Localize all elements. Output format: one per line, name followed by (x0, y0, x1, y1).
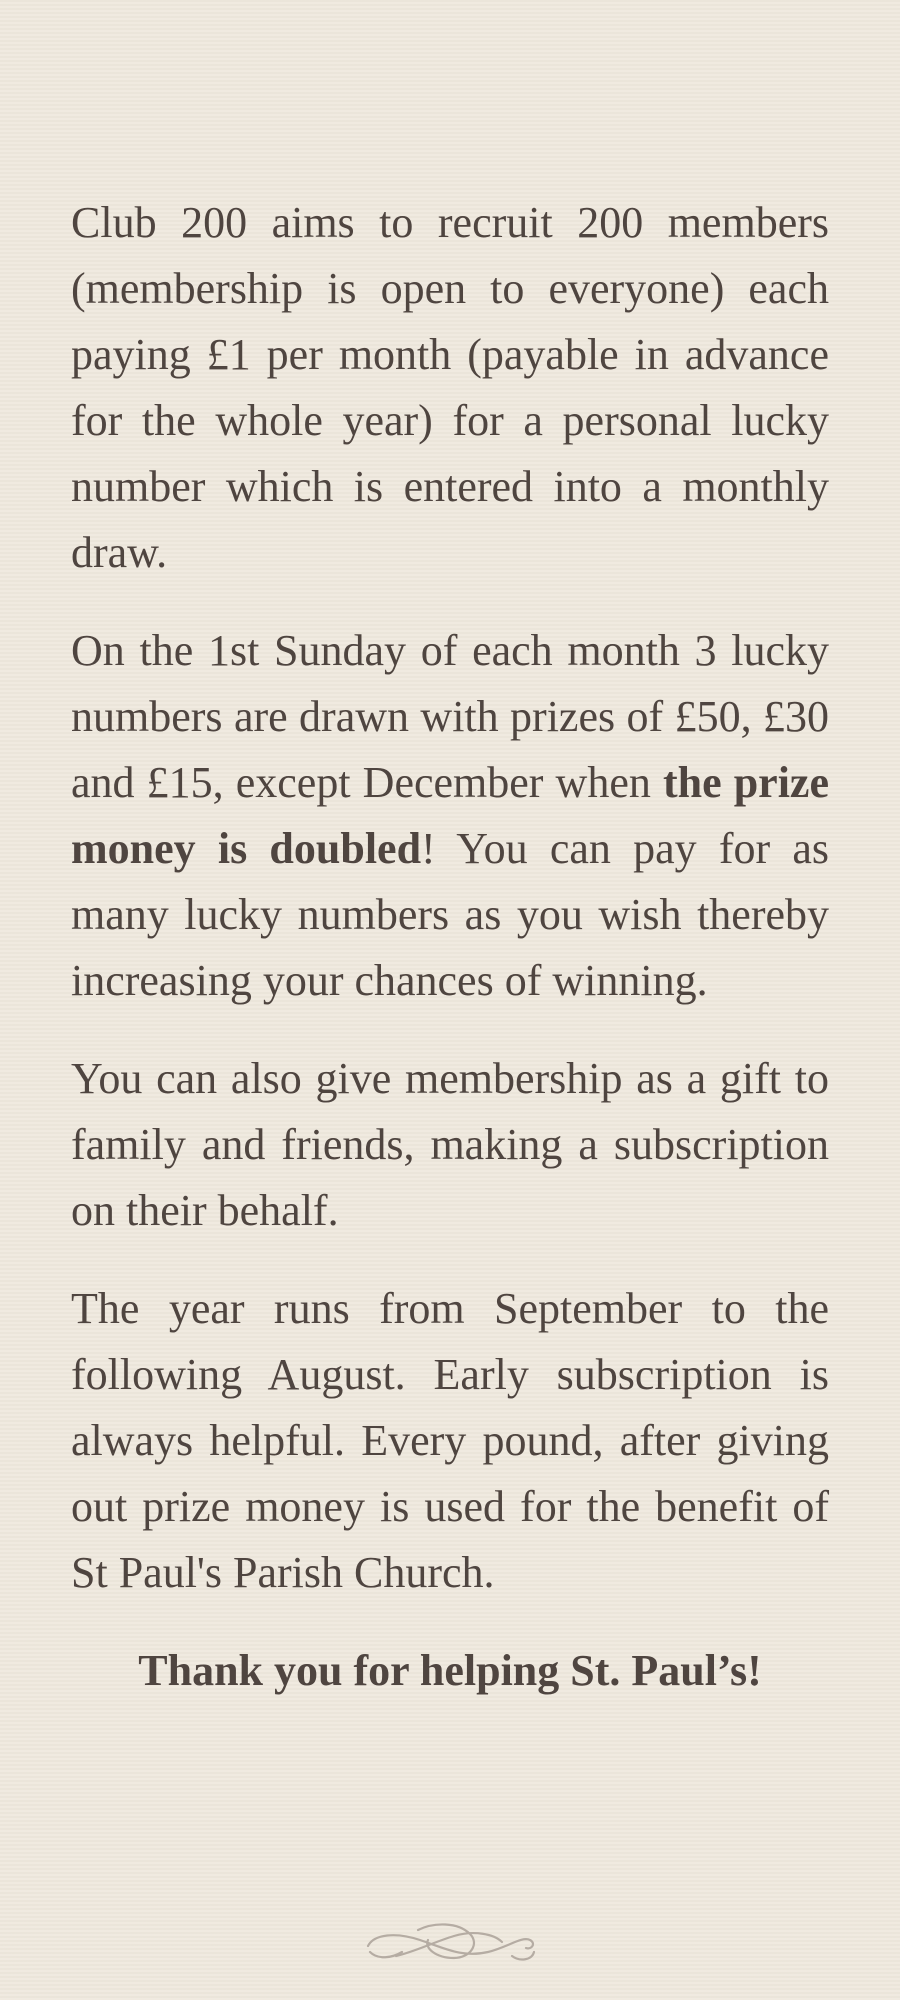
flourish-ornament-icon (362, 1912, 538, 1976)
prize-doubled-emphasis: the prize money is doubled (71, 758, 829, 873)
prizes-text-end: ! You can pay for as many lucky numbers as you wish thereby increasing your chances of winning. (71, 824, 829, 1005)
club-200-description (71, 190, 829, 1704)
prizes-text-start: On the 1st Sunday of each month 3 lucky numbers are drawn with prizes of £50, £30 and £15, except December when (71, 626, 829, 807)
paragraph-gift: You can also give membership as a gift to family and friends, making a subscription on their behalf. (71, 1054, 829, 1235)
paragraph-year: The year runs from September to the following August. Early subscription is always helpful. Every pound, after giving out prize money is used for the benefit of St Paul's Parish Church. (71, 1284, 829, 1597)
paragraph-membership: Club 200 aims to recruit 200 members (membership is open to everyone) each paying £1 per month (payable in advance for the whole year) for a personal lucky number which is entered into a monthly draw. (71, 198, 829, 577)
paragraph-prizes (71, 618, 829, 1014)
thank-you-message: Thank you for helping St. Paul’s! (138, 1646, 762, 1695)
